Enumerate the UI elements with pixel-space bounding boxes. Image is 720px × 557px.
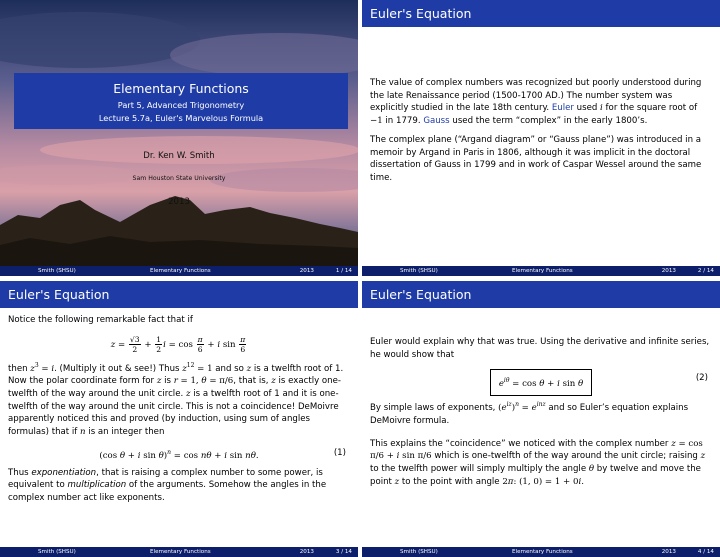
footer-page: 2 / 14 [697, 268, 714, 274]
coincidence-text-1: This explains the “coincidence” we noticed with the complex number [370, 438, 669, 449]
footer-course: Elementary Functions [150, 549, 211, 555]
intro-text: Notice the following remarkable fact that if [8, 315, 193, 325]
footer-year: 2013 [661, 268, 676, 274]
institution-name: Sam Houston State University [132, 175, 226, 182]
footer-author: Smith (SHSU) [400, 268, 438, 274]
polar-text-2: is [164, 376, 171, 387]
year-text: in 1779. [385, 116, 421, 127]
exponent-laws-paragraph: By simple laws of exponents, $(e^{iz})^n = e^{inz}$ and so Euler’s equation explains DeMoivre formula. [370, 401, 689, 426]
slide-body [8, 314, 350, 505]
polar-text-5: is a twelfth root of 1 and it is one-twelfth of the way around the unit circle. This is not a coincidence! DeMoivre apparently noticed this and proved (by induction, using sum of angles formulas) that if [8, 388, 339, 438]
footer-page: 3 / 14 [335, 549, 352, 555]
root-equation: z = $\frac{√3}{2}$ + $\frac{1}{2}$ i = cos $\frac{\pi}{6}$ + i sin $\frac{\pi}{6}$ [110, 334, 246, 354]
slide-heading: Euler's Equation [362, 281, 720, 308]
multiply-text: . (Multiply it out & see!) Thus [54, 363, 180, 374]
footer-course: Elementary Functions [512, 549, 573, 555]
polar-text-3: , that is, [233, 376, 269, 387]
slide-2 [362, 0, 720, 276]
polar-paragraph: Now the polar coordinate form for z is r = 1, θ = π/6, that is, z is exactly one-twelfth of the way around the unit circle. z is a twelfth root of 1 and it is one-twelfth of the way around the unit circle. This is not a coincidence! DeMoivre apparently noticed this and proved (by induction, using sum of angles formulas) that if n is an integer then [8, 376, 341, 438]
math-i: i [600, 103, 603, 114]
coincidence-text-4: by twelve and move the point [370, 464, 701, 487]
coincidence-text-5: to the point with angle [401, 476, 500, 487]
coincidence-paragraph: This explains the “coincidence” we noticed with the complex number z = cos π/6 + i sin π/6 which is one-twelfth of the way around the unit circle; raising z to the twelfth power will simply multiply the angle θ by twelve and move the point z to the point with angle 2π: (1, 0) = 1 + 0i. [370, 438, 706, 487]
history-paragraph [370, 77, 712, 128]
slide-1 [0, 0, 358, 276]
thus-text: Thus [8, 467, 29, 478]
exponent-text-2: and so Euler’s equation explains DeMoivre formula. [370, 403, 689, 426]
equation-number: (2) [695, 373, 708, 384]
demoivre-formula: (cos θ + i sin θ)$^n$ = cos nθ + i sin nθ. (1) [8, 445, 350, 461]
conclusion-paragraph [8, 467, 350, 505]
year-label: 2013 [168, 197, 190, 207]
thus-text-3: of the arguments. Somehow the angles in the complex number act like exponents. [8, 480, 327, 504]
footer-author: Smith (SHSU) [38, 549, 76, 555]
then-text: then [8, 363, 28, 374]
twelfth-root-paragraph: then $z^3 = i$. (Multiply it out & see!) Thus $z^{12} = 1$ and so z is a twelfth root of 1. [8, 361, 344, 374]
slide-3 [0, 281, 358, 557]
euler-link[interactable]: Euler [551, 103, 574, 114]
polar-text-1: Now the polar coordinate form for [8, 376, 155, 387]
footer-year: 2013 [299, 549, 314, 555]
slide-heading: Euler's Equation [0, 281, 358, 308]
equation-number: (1) [333, 447, 346, 458]
multiplication-emphasis: multiplication [67, 480, 127, 491]
slide-body [370, 77, 712, 185]
coincidence-text-3: to the twelfth power will simply multiply the angle [370, 464, 587, 475]
thus-text-2: , that is raising a complex number to some power, is equivalent to [8, 467, 323, 491]
slide-footer [0, 547, 358, 557]
slide-4 [362, 281, 720, 557]
title-box [14, 73, 348, 129]
footer-course: Elementary Functions [512, 268, 573, 274]
polar-text-6: is an integer then [88, 427, 165, 438]
used-text: used [576, 103, 598, 114]
euler-formula [370, 369, 712, 390]
sunset-background-image [0, 0, 358, 266]
coincidence-text-2: which is one-twelfth of the way around the unit circle; raising [434, 451, 698, 462]
lecture-title: Lecture 5.7a, Euler's Marvelous Formula [98, 112, 264, 123]
gauss-link[interactable]: Gauss [423, 116, 450, 127]
footer-course: Elementary Functions [150, 268, 211, 274]
footer-page: 1 / 14 [335, 268, 352, 274]
footer-year: 2013 [661, 549, 676, 555]
footer-year: 2013 [299, 268, 314, 274]
sqrt-text: for the square root of [605, 103, 698, 114]
root-text: is a twelfth root of 1. [253, 363, 344, 374]
slide-footer [0, 266, 358, 276]
footer-author: Smith (SHSU) [38, 268, 76, 274]
complex-term-text: used the term “complex” in the early 1800’s. [452, 116, 648, 127]
presentation-title: Elementary Functions [113, 81, 249, 96]
euler-explain-paragraph: Euler would explain why that was true. Using the derivative and infinite series, he would show that [370, 337, 710, 360]
euler-formula-box: $e^{i\theta} = \cos \theta + i$ sin θ [490, 369, 592, 396]
slide-footer [362, 547, 720, 557]
slide-heading: Euler's Equation [362, 0, 720, 27]
exponentiation-emphasis: exponentiation [31, 467, 97, 478]
footer-author: Smith (SHSU) [400, 549, 438, 555]
and-so-text: and so [215, 363, 244, 374]
author-name: Dr. Ken W. Smith [143, 151, 215, 161]
complex-plane-paragraph: The complex plane (“Argand diagram” or “Gauss plane”) was introduced in a memoir by Argand in Paris in 1806, although it was implicit in the doctoral dissertation of Gauss in 1799 and in work of Caspar Wessel around the same time. [370, 134, 702, 183]
footer-page: 4 / 14 [697, 549, 714, 555]
history-text: The value of complex numbers was recognized but poorly understood during the late Renaissance period (1500-1700 AD.) The number system was explicitly studied in the late 18th century. [370, 78, 702, 114]
slide-body [370, 336, 712, 488]
presentation-subtitle: Part 5, Advanced Trigonometry [117, 100, 245, 110]
slide-footer [362, 266, 720, 276]
math-minus-one: −1 [370, 116, 383, 127]
exponent-text-1: By simple laws of exponents, [370, 403, 496, 414]
polar-text-4: is exactly one-twelfth of the way around the unit circle. [8, 376, 341, 399]
